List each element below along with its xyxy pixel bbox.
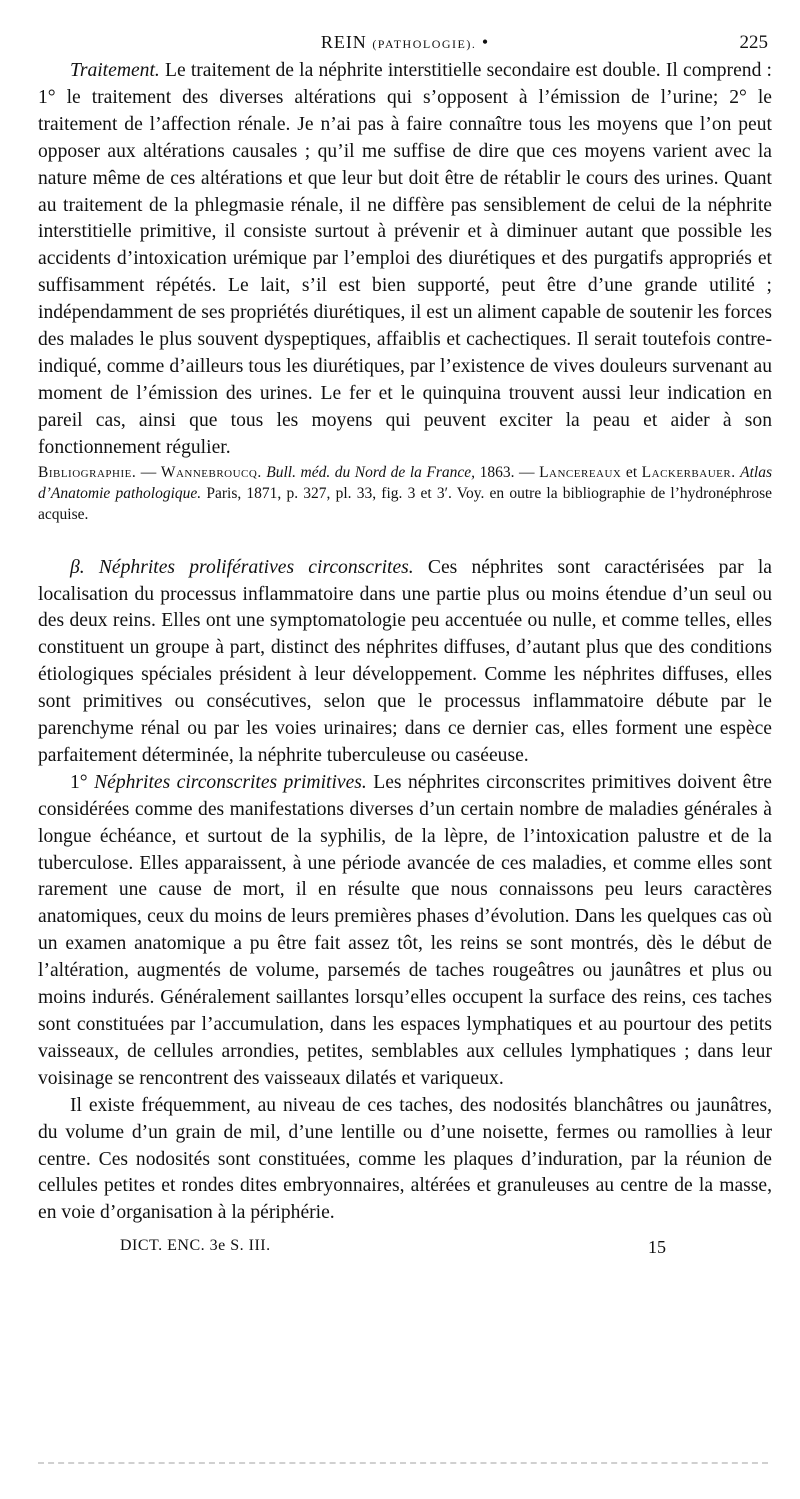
signature-mark: DICT. ENC. 3e S. III. [120, 1237, 271, 1255]
paragraph-body: Les néphrites circonscrites primitives doivent être considérées comme des manifestations diverses d’un certain nombre de maladies générales à longue échéance, et surtout de la syphilis, de la lèpre, de l’intoxication palustre et de la tuberculose. Elles apparaissent, à une période avancée de ces maladies, et comme elles sont rarement une cause de mort, il en résulte que nous connaissons peu leurs caractères anatomiques, ceux du moins de leurs premières phases d’évolution. Dans les quelques cas où un examen anatomique a pu être fait assez tôt, les reins se sont montrés, dès le début de l’altération, augmentés de volume, parsemés de taches rougeâtres ou jaunâtres et plus ou moins indurés. Généralement saillantes lorsqu’elles occupent la surface des reins, ces taches sont constituées par l’accumulation, dans les espaces lymphatiques et au pourtour des petits vaisseaux, de cellules arrondies, petites, semblables aux cellules lymphatiques ; dans leur voisinage se rencontrent des vaisseaux dilatés et variqueux. [38, 771, 772, 1089]
paragraph-nodosites [38, 1093, 772, 1228]
body-text [38, 58, 772, 1227]
sheet-number: 15 [648, 1237, 666, 1258]
paragraph-lead: Traitement. [70, 60, 160, 81]
bibliography-rest: Paris, 1871, p. 327, pl. 33, fig. 3 et 3′. Voy. en outre la bibliographie de l’hydronéphrose acquise. [38, 484, 772, 523]
subsection-heading: Néphrites circonscrites primitives. [94, 771, 367, 793]
paragraph-nephrites-primitives [38, 770, 772, 1093]
bleed-through-line [38, 1462, 768, 1464]
section-heading: β. Néphrites prolifératives circonscrites. [70, 556, 414, 578]
paragraph-body: Le traitement de la néphrite interstitielle secondaire est double. Il comprend : 1° le traitement des diverses altérations qui s’opposent à l’émission de l’urine; 2° le traitement de l’affection rénale. Je n’ai pas à faire connaître tous les moyens que l’on peut opposer aux altérations causales ; qu’il me suffise de dire que ces moyens varient avec la nature même de ces altérations et que leur but doit être de rétablir le cours des urines. Quant au traitement de la phlegmasie rénale, il ne diffère pas sensiblement de celui de la néphrite interstitielle primitive, il consiste surtout à prévenir et à diminuer autant que possible les accidents d’intoxication urémique par l’emploi des diurétiques et des purgatifs appropriés et suffisamment répétés. Le lait, s’il est bien supporté, peut être d’une grande utilité ; indépendamment de ses propriétés diurétiques, il est un aliment capable de soutenir les forces des malades le plus souvent dyspeptiques, affaiblis et cachectiques. Il serait toutefois contre-indiqué, comme d’ailleurs tous les diurétiques, par l’existence de vives douleurs survenant au moment de l’émission des urines. Le fer et le quinquina trouvent aussi leur indication en pareil cas, ainsi que tous les moyens qui peuvent exciter la peau et aider à son fonctionnement régulier. [38, 60, 772, 458]
paragraph-body: Il existe fréquemment, au niveau de ces taches, des nodosités blanchâtres ou jaunâtres, du volume d’un grain de mil, d’une lentille ou d’une noisette, fermes ou ramollies à leur centre. Ces nodosités sont constituées, comme les plaques d’induration, par la réunion de cellules petites et rondes dites embryonnaires, altérées et granuleuses au centre de la masse, en voie d’organisation à la périphérie. [38, 1094, 772, 1224]
subsection-number: 1° [70, 771, 88, 793]
bibliography-and: et [621, 463, 642, 481]
bibliography-year: 1863. [475, 463, 515, 481]
paragraph-nephrites-proliferatives [38, 555, 772, 770]
paragraph-body: Ces néphrites sont caractérisées par la localisation du processus inflammatoire dans une partie plus ou moins étendue d’un seul ou des deux reins. Elles ont une symptomatologie peu accentuée ou nulle, et comme telles, elles constituent un groupe à part, distinct des néphrites diffuses, d’autant plus que des conditions étiologiques spéciales président à leur développement. Comme les néphrites diffuses, elles sont primitives ou consécutives, selon que le processus inflammatoire débute par le parenchyme rénal ou par les voies urinaires; dans ce dernier cas, elles forment une espèce parfaitement déterminée, la néphrite tuberculeuse ou caséeuse. [38, 556, 772, 766]
bibliography-dash: — [136, 463, 161, 481]
bibliography-work: Atlas d’Anatomie pathologique. [38, 463, 772, 502]
bibliography-dash: — [514, 463, 540, 481]
running-title-sub: (PATHOLOGIE). [372, 37, 477, 51]
bibliography [38, 462, 772, 525]
bibliography-work: Bull. méd. du Nord de la France, [266, 463, 476, 481]
running-title [38, 32, 772, 53]
page-number: 225 [739, 32, 768, 53]
running-title-main: REIN [320, 32, 367, 52]
bibliography-label: Bibliographie. [38, 463, 137, 481]
page [38, 28, 772, 1263]
section-gap [38, 525, 772, 555]
running-head [38, 28, 772, 58]
page-footer [38, 1237, 772, 1263]
bibliography-author: Lancereaux [539, 463, 622, 481]
paragraph-traitement [38, 58, 772, 462]
bibliography-author: Lackerbauer. [641, 463, 736, 481]
running-title-mark: • [481, 32, 490, 52]
bibliography-author: Wannebroucq. [160, 463, 262, 481]
